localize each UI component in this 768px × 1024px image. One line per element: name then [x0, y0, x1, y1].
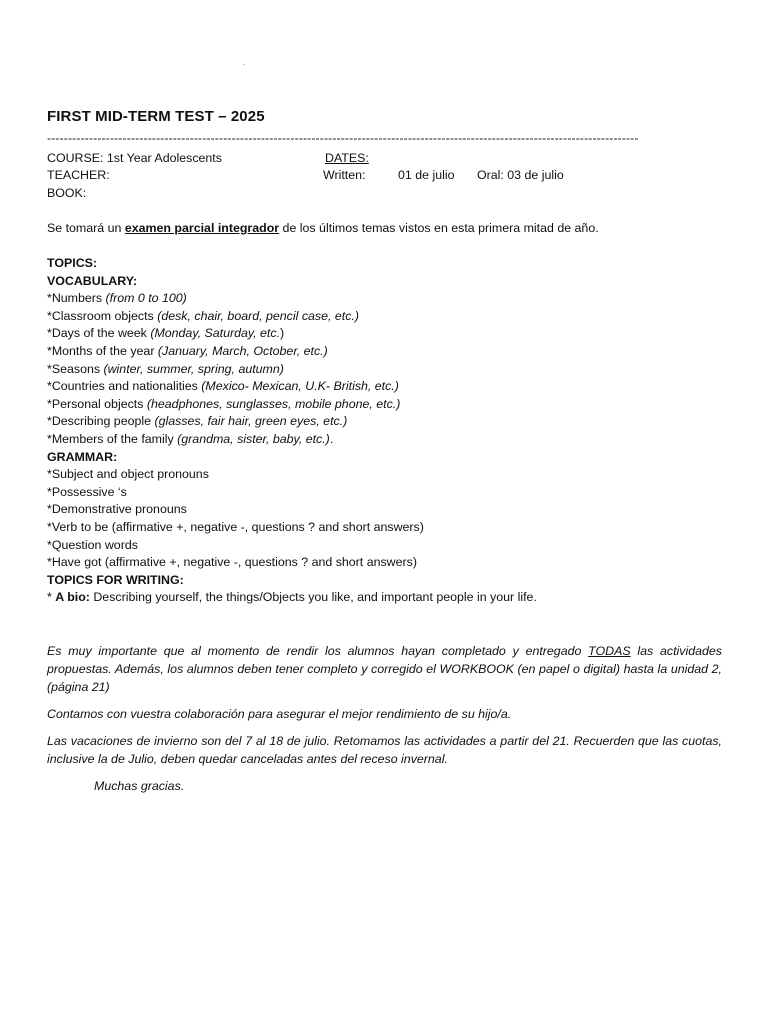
course-line: COURSE: 1st Year Adolescents [47, 151, 222, 165]
vocab-item: *Days of the week (Monday, Saturday, etc.) [47, 326, 285, 341]
intro-text-before: Se tomará un [47, 221, 125, 235]
topics-list [47, 255, 722, 607]
grammar-item: *Verb to be (affirmative +, negative -, questions ? and short answers) [47, 519, 424, 534]
grammar-item: *Question words [47, 537, 138, 552]
dates-label: DATES: [325, 151, 369, 165]
vocab-item: *Classroom objects (desk, chair, board, pencil case, etc.) [47, 308, 359, 323]
written-date: 01 de julio [398, 168, 455, 182]
vocabulary-heading: VOCABULARY: [47, 273, 138, 288]
oral-date: Oral: 03 de julio [477, 168, 564, 182]
note-paragraph-3: Las vacaciones de invierno son del 7 al 18 de julio. Retomamos las actividades a partir del 21. Recuerden que las cuotas, inclusive la de Julio, deben quedar canceladas antes del receso invernal. [47, 734, 722, 766]
note-emphasis: TODAS [588, 644, 631, 658]
vocab-item: *Seasons (winter, summer, spring, autumn) [47, 361, 284, 376]
teacher-line: TEACHER: [47, 168, 110, 182]
intro-paragraph [47, 219, 599, 237]
writing-heading: TOPICS FOR WRITING: [47, 572, 184, 587]
grammar-item: *Possessive ‘s [47, 484, 127, 499]
note-paragraph-2: Contamos con vuestra colaboración para asegurar el mejor rendimiento de su hijo/a. [47, 707, 512, 721]
page-title: FIRST MID-TERM TEST – 2025 [47, 108, 265, 125]
divider-line: --------------------------------------------------------------------------------------------------------------------------------------------- [47, 131, 639, 145]
vocab-item: *Personal objects (headphones, sunglasses, mobile phone, etc.) [47, 396, 401, 411]
writing-label: A bio: [55, 590, 90, 605]
intro-emphasis: examen parcial integrador [124, 221, 280, 235]
vocab-item: *Members of the family (grandma, sister, baby, etc.). [47, 431, 334, 446]
vocab-item: *Months of the year (January, March, October, etc.) [47, 343, 328, 358]
grammar-item: *Have got (affirmative +, negative -, questions ? and short answers) [47, 555, 417, 570]
signoff: Muchas gracias. [94, 779, 185, 793]
note-paragraph-1: Es muy importante que al momento de rendir los alumnos hayan completado y entregado TODAS las actividades propuestas. Además, los alumnos deben tener completo y corregido el WORKBOOK (en papel o digital) hasta la unidad 2, (página 21) [47, 644, 722, 694]
vocab-item: *Describing people (glasses, fair hair, green eyes, etc.) [47, 414, 348, 429]
intro-text-after: de los últimos temas vistos en esta primera mitad de año. [279, 221, 599, 235]
vocab-item: *Numbers (from 0 to 100) [47, 291, 187, 306]
topics-heading: TOPICS: [47, 256, 98, 270]
written-label: Written: [323, 168, 366, 182]
writing-item: * A bio: Describing yourself, the things/Objects you like, and important people in your life. [47, 590, 537, 605]
vocab-item: *Countries and nationalities (Mexico- Mexican, U.K- British, etc.) [47, 379, 399, 394]
grammar-heading: GRAMMAR: [47, 449, 118, 464]
header-mark: . [243, 58, 246, 67]
book-line: BOOK: [47, 186, 87, 200]
grammar-item: *Demonstrative pronouns [47, 502, 187, 517]
grammar-item: *Subject and object pronouns [47, 467, 209, 482]
